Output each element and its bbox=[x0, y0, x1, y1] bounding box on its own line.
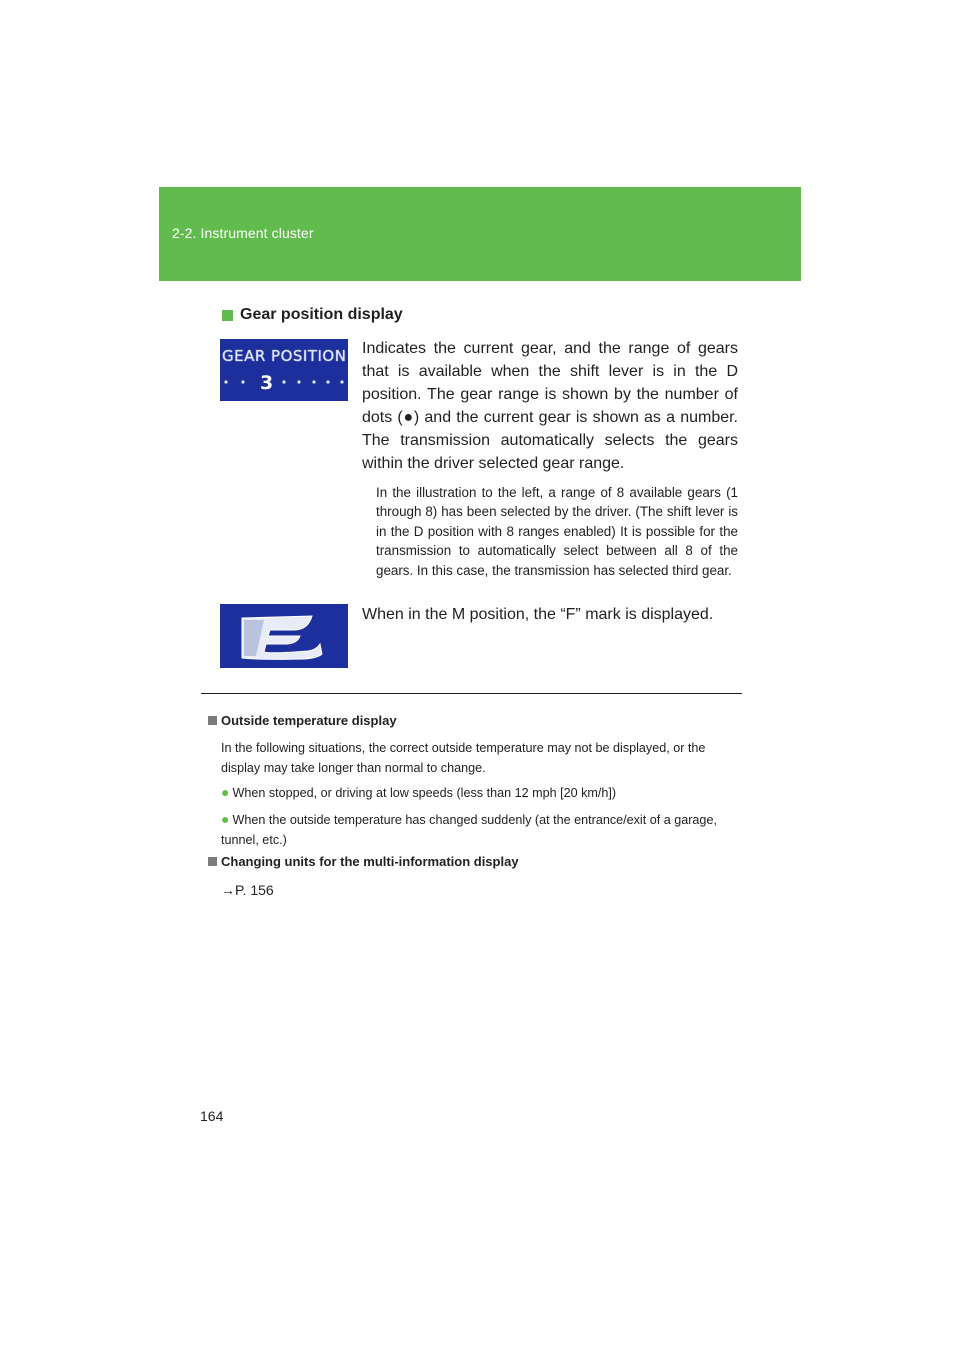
gear-dot bbox=[340, 380, 343, 383]
gear-dot bbox=[312, 380, 315, 383]
units-heading-label: Changing units for the multi-information display bbox=[221, 854, 519, 869]
outside-temp-intro: In the following situations, the correct outside temperature may not be displayed, or the display may take longer than normal to change. bbox=[221, 741, 706, 775]
section-header-band bbox=[159, 187, 801, 281]
outside-temp-heading-label: Outside temperature display bbox=[221, 713, 397, 728]
page-number: 164 bbox=[200, 1108, 224, 1124]
gear-range-dots bbox=[220, 369, 348, 393]
gear-position-heading-label: Gear position display bbox=[240, 306, 403, 323]
bullet-text: When stopped, or driving at low speeds (less than 12 mph [20 km/h]) bbox=[232, 786, 617, 800]
f-mark-icon bbox=[220, 604, 348, 668]
gear-position-heading bbox=[222, 306, 403, 324]
circle-bullet-icon: ● bbox=[221, 811, 230, 827]
lcd-gear-title: GEAR POSITION bbox=[222, 347, 347, 365]
list-item bbox=[221, 809, 741, 850]
section-title: 2-2. Instrument cluster bbox=[172, 225, 314, 241]
circle-bullet-icon: ● bbox=[221, 784, 230, 800]
page-reference-link[interactable]: →P. 156 bbox=[221, 882, 274, 898]
square-bullet-icon bbox=[208, 857, 217, 866]
outside-temp-heading bbox=[208, 713, 397, 728]
m-position-text: When in the M position, the “F” mark is displayed. bbox=[362, 606, 714, 623]
square-bullet-icon bbox=[222, 310, 233, 321]
lcd-current-gear: 3 bbox=[260, 372, 274, 393]
list-item bbox=[221, 782, 741, 803]
gear-dot bbox=[297, 380, 300, 383]
f-sport-mark-illustration bbox=[220, 604, 348, 668]
gear-dot bbox=[326, 380, 329, 383]
gear-dot bbox=[282, 380, 285, 383]
square-bullet-icon bbox=[208, 716, 217, 725]
section-divider bbox=[201, 693, 742, 694]
gear-dot bbox=[224, 380, 227, 383]
gear-dot bbox=[241, 380, 244, 383]
gear-position-description: Indicates the current gear, and the range of gears that is available when the shift lever is in the D position. The gear range is shown by the number of dots (●) and the current gear is shown as a number. The transmission automatically selects the gears within the driver selected gear range. bbox=[362, 340, 738, 472]
bullet-text: When the outside temperature has changed suddenly (at the entrance/exit of a garage, tunnel, etc.) bbox=[221, 813, 717, 847]
units-heading bbox=[208, 854, 519, 869]
gear-position-lcd-illustration bbox=[220, 339, 348, 401]
gear-position-note: In the illustration to the left, a range of 8 available gears (1 through 8) has been selected by the driver. (The shift lever is in the D position with 8 ranges enabled) It is possible for the transmission to automatically select between all 8 of the gears. In this case, the transmission has selected third gear. bbox=[376, 485, 738, 578]
